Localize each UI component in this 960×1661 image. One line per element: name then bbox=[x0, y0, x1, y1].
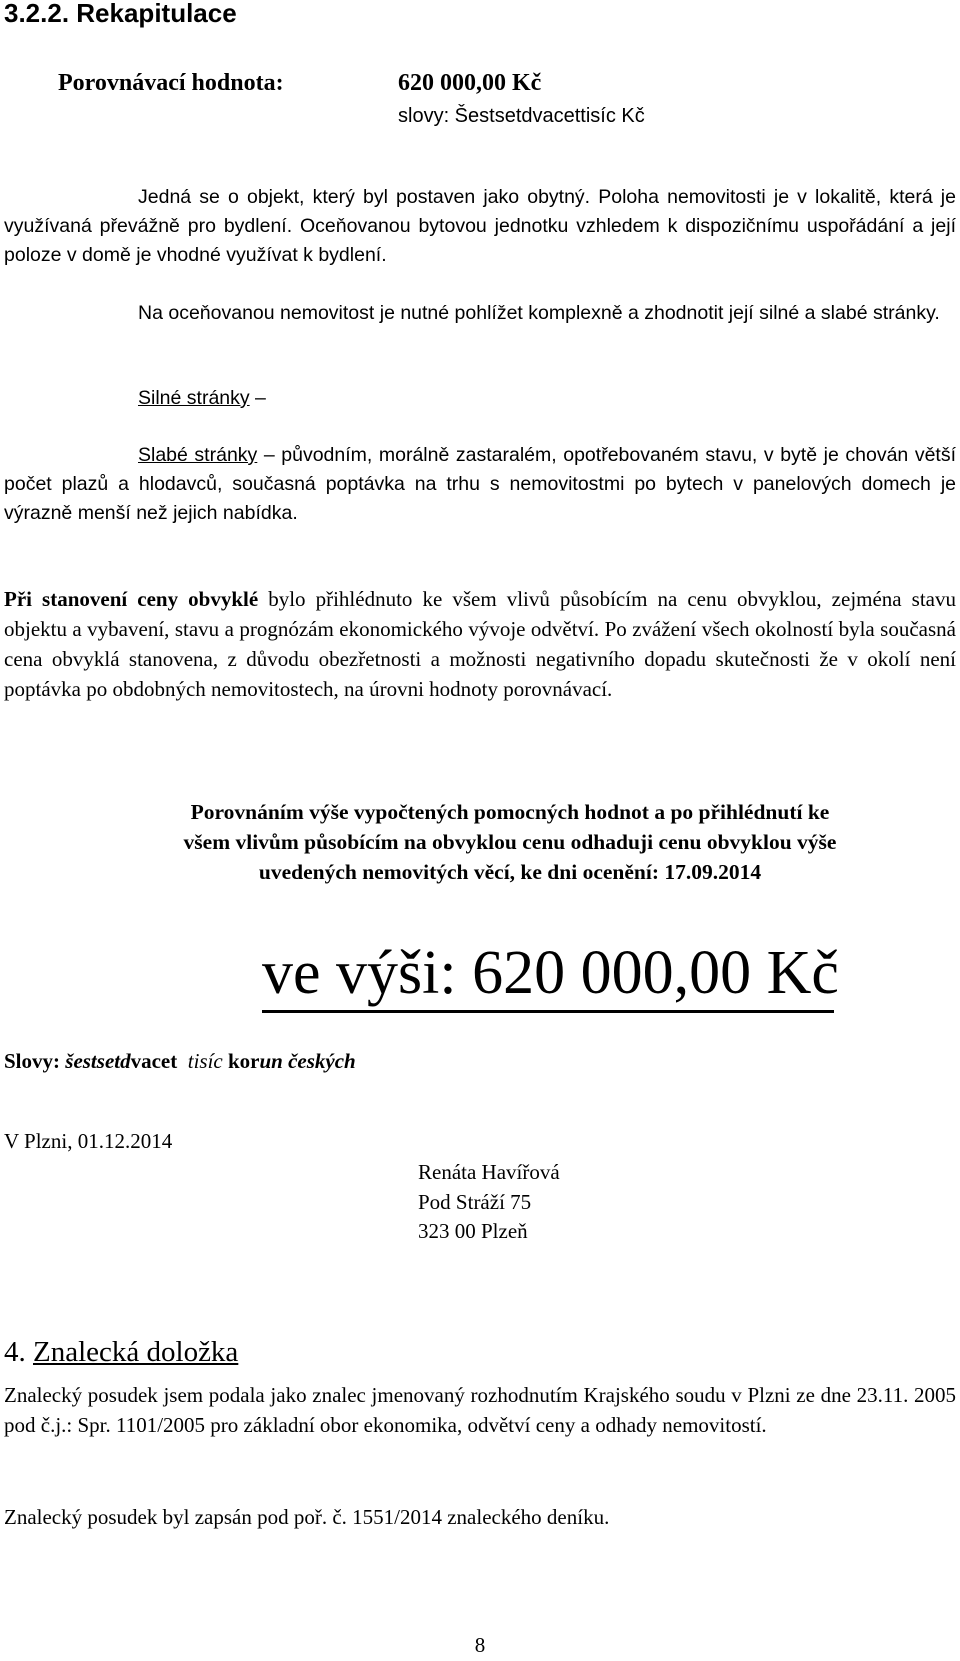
amount-in-words bbox=[4, 1047, 356, 1075]
section-4-number: 4. bbox=[4, 1336, 26, 1368]
comparison-in-words: slovy: Šestsetdvacettisíc Kč bbox=[398, 105, 645, 127]
place-date: V Plzni, 01.12.2014 bbox=[4, 1129, 173, 1153]
signature-city: 323 00 Plzeň bbox=[418, 1219, 528, 1243]
usual-price-lead: Při stanovení ceny obvyklé bbox=[4, 587, 259, 611]
comparison-value: 620 000,00 Kč bbox=[398, 70, 542, 96]
weaknesses-text: – původním, morálně zastaralém, opotřebovaném stavu, v bytě je chován větší počet plazů a hlodavců, současná poptávka na trhu s nemovitostmi po bytech v panelových domech je výrazně menší než jejich nabídka. bbox=[4, 444, 956, 524]
usual-price-text: bylo přihlédnuto ke všem vlivů působícím na cenu obvyklou, zejména stavu objektu a vybavení, stavu a prognózám ekonomického vývoje odvětví. Po zvážení všech okolností byla současná cena obvyklá stanovena, z důvodu obezřetnosti a možnosti negativního dopadu skutečnosti že v okolí není poptávka po obdobných nemovitostech, na úrovni hodnoty porovnávací. bbox=[4, 587, 957, 701]
signature-street: Pod Stráží 75 bbox=[418, 1189, 532, 1214]
intro-paragraph-1 bbox=[4, 183, 956, 270]
usual-price-paragraph bbox=[4, 584, 956, 704]
page-number: 8 bbox=[474, 1633, 486, 1657]
final-amount: ve výši: 620 000,00 Kč bbox=[262, 939, 839, 1007]
conclusion-line-2: všem vlivům působícím na obvyklou cenu odhaduji cenu obvyklou výše bbox=[183, 830, 837, 854]
in-words-part-4: kor bbox=[222, 1049, 260, 1073]
strengths-dash: – bbox=[249, 387, 266, 409]
signature-name: Renáta Havířová bbox=[418, 1160, 560, 1184]
strengths-paragraph bbox=[4, 384, 956, 413]
section-4-title: Znalecká doložka bbox=[33, 1336, 239, 1368]
section-4-heading bbox=[4, 1334, 238, 1370]
intro-paragraph-2 bbox=[4, 299, 956, 328]
strengths-label: Silné stránky bbox=[138, 387, 250, 409]
in-words-part-5: un českých bbox=[259, 1049, 356, 1073]
expert-clause-paragraph-2: Znalecký posudek byl zapsán pod poř. č. 1551/2014 znaleckého deníku. bbox=[4, 1505, 610, 1529]
expert-clause-paragraph-1: Znalecký posudek jsem podala jako znalec jmenovaný rozhodnutím Krajského soudu v Plzni ze dne 23.11. 2005 pod č.j.: Spr. 1101/2005 pro základní obor ekonomika, odvětví ceny a odhady nemovitostí. bbox=[4, 1383, 956, 1437]
in-words-part-3: tisíc bbox=[187, 1049, 223, 1073]
in-words-part-1: šestsetd bbox=[65, 1049, 131, 1073]
in-words-label: Slovy: bbox=[4, 1049, 66, 1073]
weaknesses-paragraph bbox=[4, 441, 956, 528]
conclusion bbox=[60, 797, 960, 887]
comparison-label: Porovnávací hodnota: bbox=[58, 70, 284, 96]
conclusion-line-3: uvedených nemovitých věcí, ke dni ocenění: 17.09.2014 bbox=[258, 860, 762, 884]
section-heading: 3.2.2. Rekapitulace bbox=[4, 0, 237, 28]
intro-text-1: Jedná se o objekt, který byl postaven jako obytný. Poloha nemovitosti je v lokalitě, která je využívaná převážně pro bydlení. Oceňovanou bytovou jednotku vzhledem k dispozičnímu uspořádání a její poloze v domě je vhodné využívat k bydlení. bbox=[4, 186, 956, 266]
final-amount-underline bbox=[262, 1010, 834, 1013]
signature-block bbox=[418, 1158, 560, 1247]
weaknesses-label: Slabé stránky bbox=[138, 444, 258, 466]
intro-text-2: Na oceňovanou nemovitost je nutné pohlížet komplexně a zhodnotit její silné a slabé stránky. bbox=[138, 302, 940, 324]
conclusion-line-1: Porovnáním výše vypočtených pomocných hodnot a po přihlédnutí ke bbox=[190, 800, 830, 824]
in-words-part-2: vacet bbox=[130, 1049, 188, 1073]
